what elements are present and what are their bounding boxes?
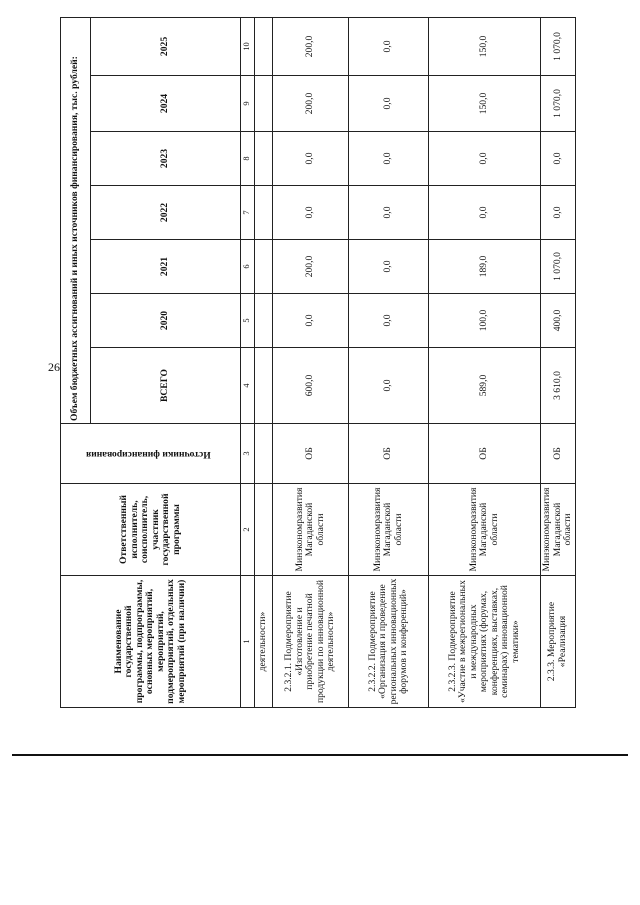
col-number: 9 [241,76,255,132]
row-executor: Минэкономразвития Магаданской области [541,484,576,576]
col-header-source [61,424,241,484]
row-value: 0,0 [349,76,429,132]
row-value: 0,0 [349,294,429,348]
funding-table [60,17,576,708]
row-value: 1 070,0 [541,240,576,294]
page-number: 26 [48,360,60,374]
year-header-2025: 2025 [91,17,241,75]
col-number: 4 [241,348,255,424]
col-number: 8 [241,132,255,186]
col-number: 1 [241,576,255,708]
col-number: 5 [241,294,255,348]
row-source: ОБ [429,424,541,484]
col-number: 10 [241,17,255,75]
row-value: 0,0 [349,186,429,240]
row-value: 150,0 [429,76,541,132]
year-header-2021: 2021 [91,240,241,294]
row-source: ОБ [541,424,576,484]
row-value [255,186,273,240]
row-name: 2.3.2.1. Подмероприятие «Изготовление и приобретение печатной продукции по инновационной деятельности» [273,576,349,708]
row-value: 200,0 [273,76,349,132]
row-value: 150,0 [429,17,541,75]
row-executor: Минэкономразвития Магаданской области [273,484,349,576]
row-value: 3 610,0 [541,348,576,424]
row-source [255,424,273,484]
row-value: 0,0 [273,132,349,186]
col-header-source-text: Источники финансирования [86,448,212,460]
row-name: 2.3.3. Мероприятие «Реализация [541,576,576,708]
row-source: ОБ [273,424,349,484]
row-value: 0,0 [429,186,541,240]
row-value: 100,0 [429,294,541,348]
row-executor [255,484,273,576]
col-header-funding: Объем бюджетных ассигнований и иных источников финансирования, тыс. рублей: [61,17,91,423]
row-value: 600,0 [273,348,349,424]
row-value: 400,0 [541,294,576,348]
col-header-executor: Ответственный исполнитель, соисполнитель, участник государственной программы [61,484,241,576]
row-value [255,76,273,132]
row-value: 0,0 [349,132,429,186]
row-value [255,132,273,186]
row-value: 0,0 [273,294,349,348]
col-header-name: Наименование государственной программы, подпрограммы, основных мероприятий, мероприятий, подмероприятий, отдельных мероприятий (при наличии) [61,576,241,708]
row-value [255,240,273,294]
row-value: 0,0 [541,132,576,186]
col-number: 6 [241,240,255,294]
funding-table-rotated [60,18,573,708]
row-value: 200,0 [273,17,349,75]
table-row [273,17,349,707]
row-value: 589,0 [429,348,541,424]
row-value: 0,0 [349,17,429,75]
row-name: деятельности» [255,576,273,708]
row-value [255,348,273,424]
row-value [255,294,273,348]
year-header-2022: 2022 [91,186,241,240]
table-row [349,17,429,707]
row-value: 0,0 [349,348,429,424]
row-value: 0,0 [429,132,541,186]
col-number: 7 [241,186,255,240]
row-executor: Минэкономразвития Магаданской области [429,484,541,576]
row-value: 1 070,0 [541,76,576,132]
year-header-2020: 2020 [91,294,241,348]
row-value [255,17,273,75]
column-number-row [241,17,255,707]
year-header-2024: 2024 [91,76,241,132]
year-header-total: ВСЕГО [91,348,241,424]
col-number: 3 [241,424,255,484]
row-executor: Минэкономразвития Магаданской области [349,484,429,576]
row-value: 1 070,0 [541,17,576,75]
year-header-2023: 2023 [91,132,241,186]
row-value: 0,0 [349,240,429,294]
table-row [541,17,576,707]
col-number: 2 [241,484,255,576]
table-row [429,17,541,707]
row-source: ОБ [349,424,429,484]
row-value: 0,0 [541,186,576,240]
table-row [255,17,273,707]
row-name: 2.3.2.2. Подмероприятие «Организация и проведение региональных инновационных форумов и конференций» [349,576,429,708]
row-value: 0,0 [273,186,349,240]
row-value: 189,0 [429,240,541,294]
row-value: 200,0 [273,240,349,294]
page-divider-line [12,754,628,756]
row-name: 2.3.2.3. Подмероприятие «Участие в межрегиональных и международных мероприятиях (форумах, конференциях, выставках, семинарах) инновационной тематики» [429,576,541,708]
